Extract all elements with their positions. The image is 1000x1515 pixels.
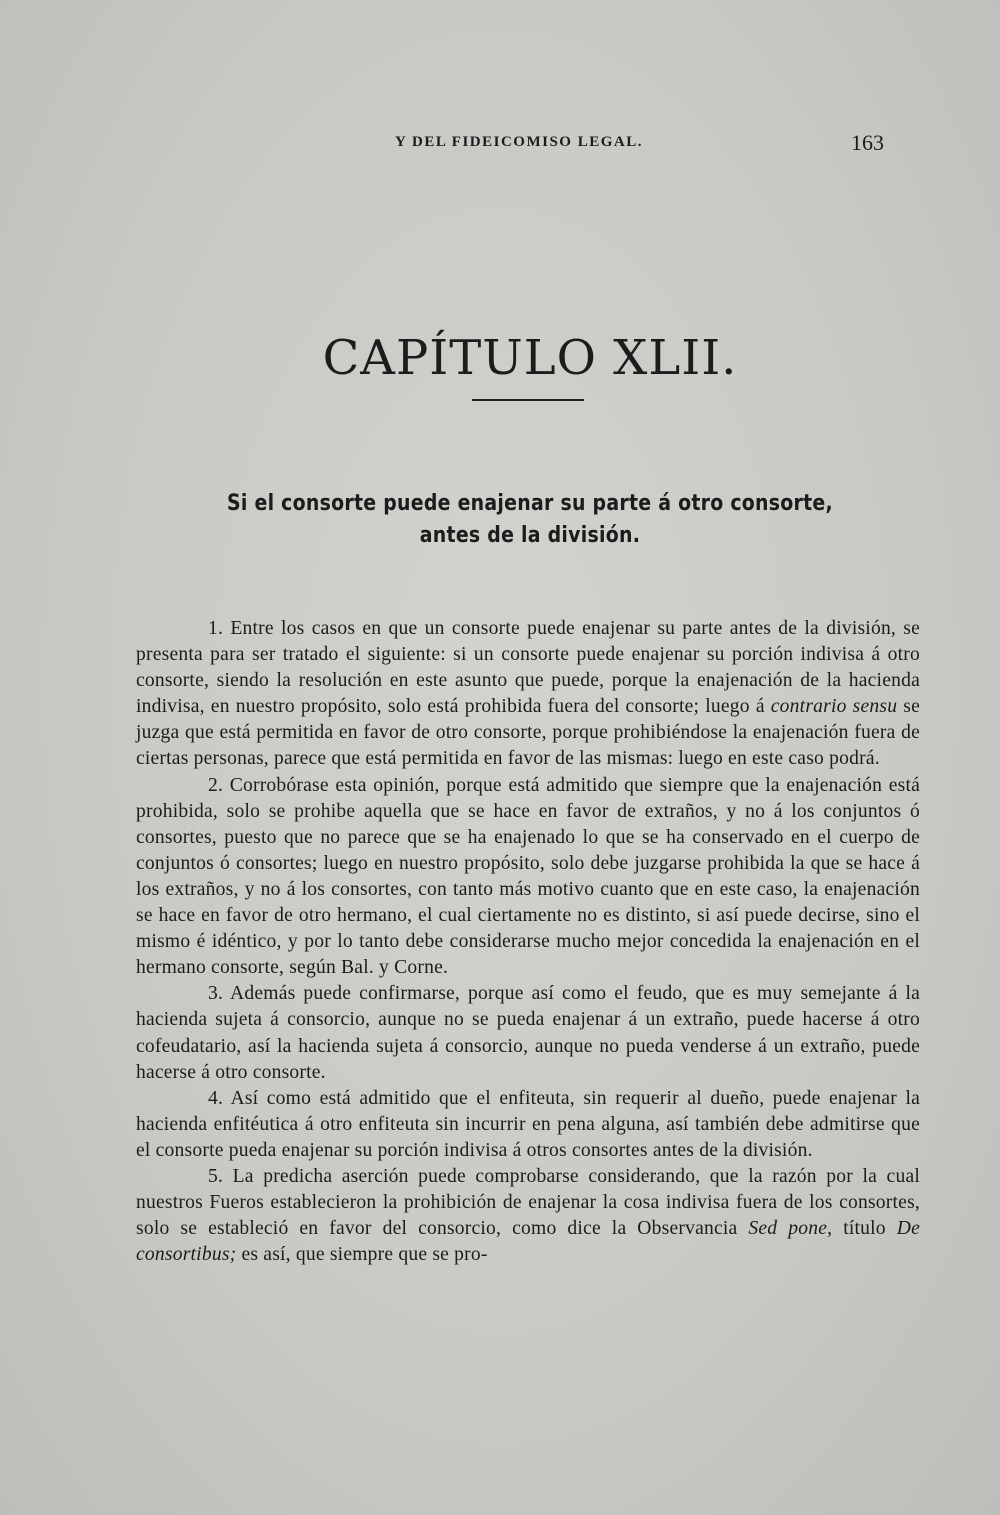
paragraph-number: 1.	[208, 618, 224, 639]
section-title: Si el consorte puede enajenar su parte á otro consorte, antes de la división.	[227, 491, 833, 548]
paragraph-text: Además puede confirmarse, porque así como el feudo, que es muy semejante á la hacienda sujeta á consorcio, aunque no se pueda enajenar á un extraño, puede hacerse á otro cofeudatario, así la hacienda sujeta á consorcio, aunque no pueda venderse á un extraño, puede hacerse á otro consorte.	[136, 983, 920, 1083]
paragraph-text: se juzga que está permitida en favor de otro consorte, porque prohibiéndose la enajenación fuera de ciertas personas, parece que está permitida en favor de las mismas: luego en este caso podrá.	[136, 696, 920, 770]
paragraph-number: 4.	[208, 1087, 224, 1109]
paragraph-text: es así, que siempre que se pro-	[236, 1244, 488, 1266]
paragraph-number: 3.	[208, 983, 224, 1005]
italic-phrase: Sed pone,	[748, 1218, 833, 1240]
paragraph-4	[136, 1086, 920, 1164]
running-head: Y DEL FIDEICOMISO LEGAL.	[395, 134, 643, 150]
paragraph-2	[136, 773, 920, 982]
page-header	[130, 130, 890, 160]
paragraph-text: La predicha aserción puede comprobarse considerando, que la razón por la cual nuestros Fueros establecieron la prohibición de enajenar la cosa indivisa fuera de los consortes, solo se estableció en favor del consorcio, como dice la Observancia	[136, 1165, 920, 1240]
page-number: 163	[851, 130, 884, 155]
paragraph-number: 2.	[208, 774, 224, 796]
paragraph-text: Corrobórase esta opinión, porque está admitido que siempre que la enajenación está prohibida, solo se prohibe aquella que se hace en favor de extraños, y no á los conjuntos ó consortes, puesto que no parece que se ha enajenado lo que se ha conservado en el cuerpo de conjuntos ó consortes; luego en nuestro propósito, solo debe juzgarse prohibida la que se hace á los extraños, y no á los consortes, con tanto más motivo cuanto que en este caso, la enajenación se hace en favor de otro hermano, el cual ciertamente no es distinto, si así puede decirse, sino el mismo é idéntico, y por lo tanto debe considerarse mucho mejor concedida la enajenación en el hermano consorte, según Bal. y Corne.	[136, 774, 920, 979]
paragraph-text: Entre los casos en que un consorte puede enajenar su parte antes de la división, se presenta para ser tratado el siguiente: si un consorte puede enajenar su porción indivisa á otro consorte, siendo la resolución en este asunto que puede, porque la enajenación de la hacienda indivisa, en nuestro propósito, solo está prohibida fuera del consorte; luego á	[136, 618, 920, 718]
paragraph-text: Así como está admitido que el enfiteuta, sin requerir al dueño, puede enajenar la hacienda enfitéutica á otro enfiteuta sin incurrir en pena alguna, así también debe admitirse que el consorte pueda enajenar su porción indivisa á otros consortes antes de la división.	[136, 1087, 920, 1161]
paragraph-1	[136, 616, 920, 773]
paragraph-3	[136, 981, 920, 1085]
title-rule-divider	[472, 399, 584, 401]
chapter-title: CAPÍTULO XLII.	[322, 330, 738, 386]
italic-phrase: De consortibus;	[136, 1218, 920, 1266]
body-text	[136, 616, 920, 1268]
paragraph-text: título	[832, 1218, 897, 1240]
paragraph-5	[136, 1164, 920, 1268]
italic-phrase: contrario sensu	[770, 696, 898, 718]
paragraph-number: 5.	[208, 1165, 224, 1187]
